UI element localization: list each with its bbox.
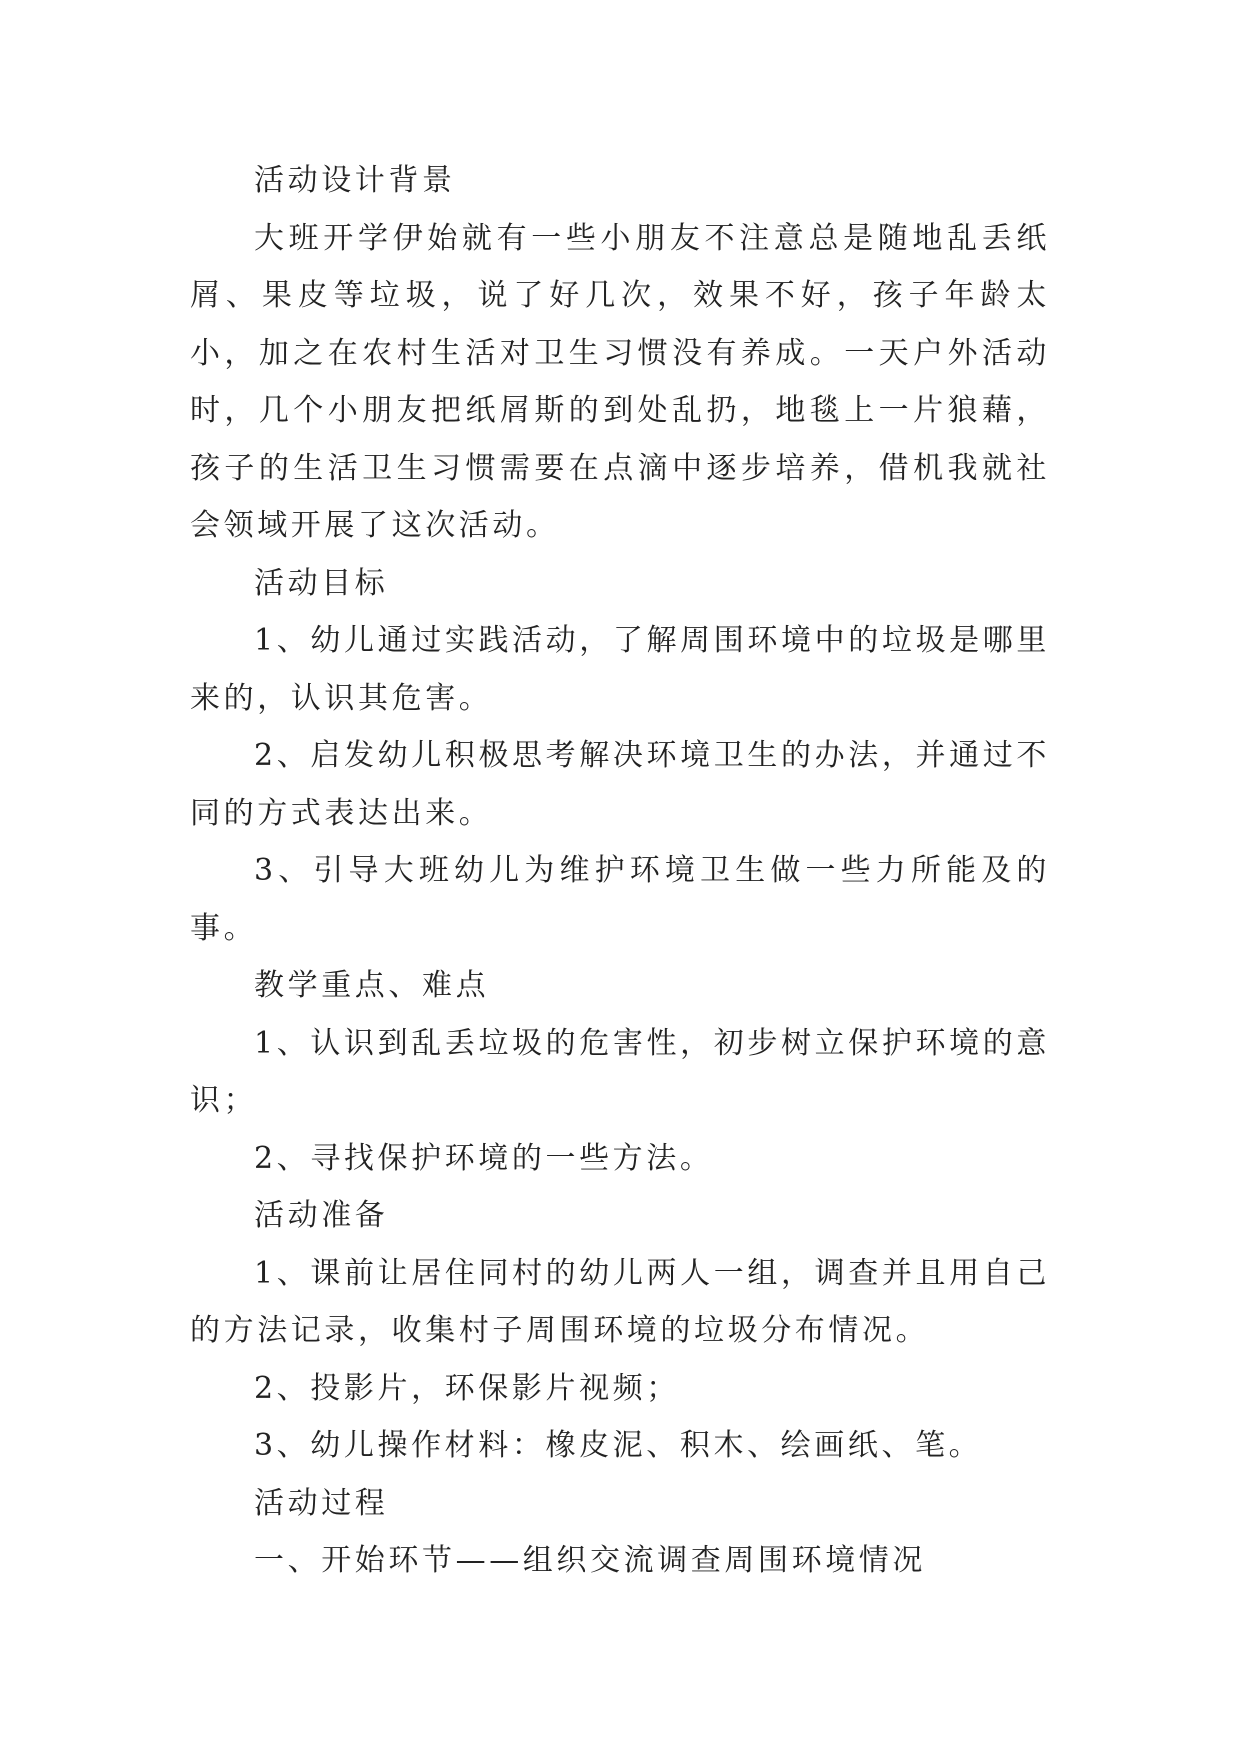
preparation-item-3: 3、幼儿操作材料：橡皮泥、积木、绘画纸、笔。: [254, 1428, 983, 1463]
key-point-item-2: 2、寻找保护环境的一些方法。: [254, 1140, 714, 1176]
key-point-item-1: 1、认识到乱丢垃圾的危害性，初步树立保护环境的意识；: [190, 1025, 1050, 1118]
heading-background: 活动设计背景: [254, 163, 456, 198]
goal-item-3: 3、引导大班幼儿为维护环境卫生做一些力所能及的事。: [190, 853, 1050, 946]
preparation-item-1: 1、课前让居住同村的幼儿两人一组，调查并且用自己的方法记录，收集村子周围环境的垃圾分布情况。: [190, 1255, 1050, 1348]
heading-preparation: 活动准备: [254, 1198, 389, 1233]
paragraph-background: 大班开学伊始就有一些小朋友不注意总是随地乱丢纸屑、果皮等垃圾，说了好几次，效果不好，孩子年龄太小，加之在农村生活对卫生习惯没有养成。一天户外活动时，几个小朋友把纸屑斯的到处乱扔，地毯上一片狼藉，孩子的生活卫生习惯需要在点滴中逐步培养，借机我就社会领域开展了这次活动。: [190, 220, 1050, 543]
preparation-item-2: 2、投影片，环保影片视频；: [254, 1370, 680, 1406]
heading-goals: 活动目标: [254, 565, 389, 601]
heading-key-points: 教学重点、难点: [254, 968, 490, 1003]
goal-item-1: 1、幼儿通过实践活动，了解周围环境中的垃圾是哪里来的，认识其危害。: [190, 623, 1050, 716]
process-step-1: 一、开始环节——组织交流调查周围环境情况: [254, 1543, 926, 1578]
document-body: [190, 152, 1050, 1590]
heading-process: 活动过程: [254, 1485, 389, 1521]
goal-item-2: 2、启发幼儿积极思考解决环境卫生的办法，并通过不同的方式表达出来。: [190, 738, 1050, 831]
